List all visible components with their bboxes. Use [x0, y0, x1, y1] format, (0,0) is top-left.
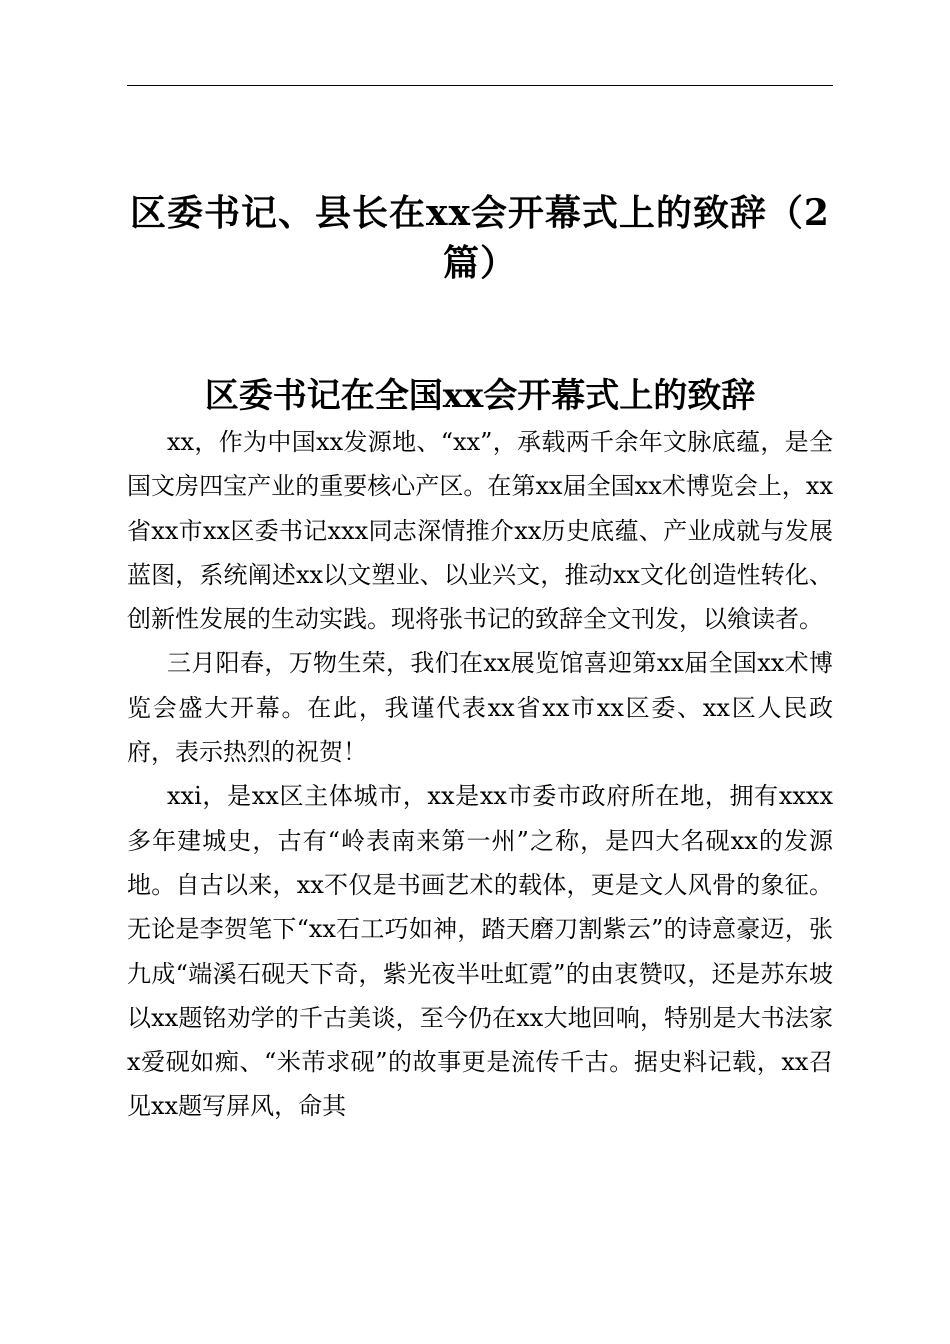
header-rule [127, 85, 833, 86]
body-text [127, 420, 833, 1129]
section-title: 区委书记在全国xx会开幕式上的致辞 [204, 376, 756, 416]
paragraph-history: xxi，是xx区主体城市，xx是xx市委市政府所在地，拥有xxxx多年建城史，古有“岭表南来第一州”之称，是四大名砚xx的发源地。自古以来，xx不仅是书画艺术的载体，更是文人风骨的象征。无论是李贺笔下“xx石工巧如神，踏天磨刀割紫云”的诗意豪迈，张九成“端溪石砚天下奇，紫光夜半吐虹霓”的由衷赞叹，还是苏东坡以xx题铭劝学的千古美谈，至今仍在xx大地回响，特别是大书法家x爱砚如痴、“米芾求砚”的故事更是流传千古。据史料记载，xx召见xx题写屏风，命其 [127, 782, 833, 1121]
paragraph-intro: xx，作为中国xx发源地、“xx”，承载两千余年文脉底蕴，是全国文房四宝产业的重要核心产区。在第xx届全国xx术博览会上，xx省xx市xx区委书记xxx同志深情推介xx历史底蕴、产业成就与发展蓝图，系统阐述xx以文塑业、以业兴文，推动xx文化创造性转化、创新性发展的生动实践。现将张书记的致辞全文刊发，以飨读者。 [127, 428, 833, 634]
document-title: 区委书记、县长在xx会开幕式上的致辞（2篇） [130, 192, 830, 284]
paragraph-greeting: 三月阳春，万物生荣，我们在xx展览馆喜迎第xx届全国xx术博览会盛大开幕。在此，我谨代表xx省xx市xx区委、xx区人民政府，表示热烈的祝贺！ [127, 649, 833, 767]
